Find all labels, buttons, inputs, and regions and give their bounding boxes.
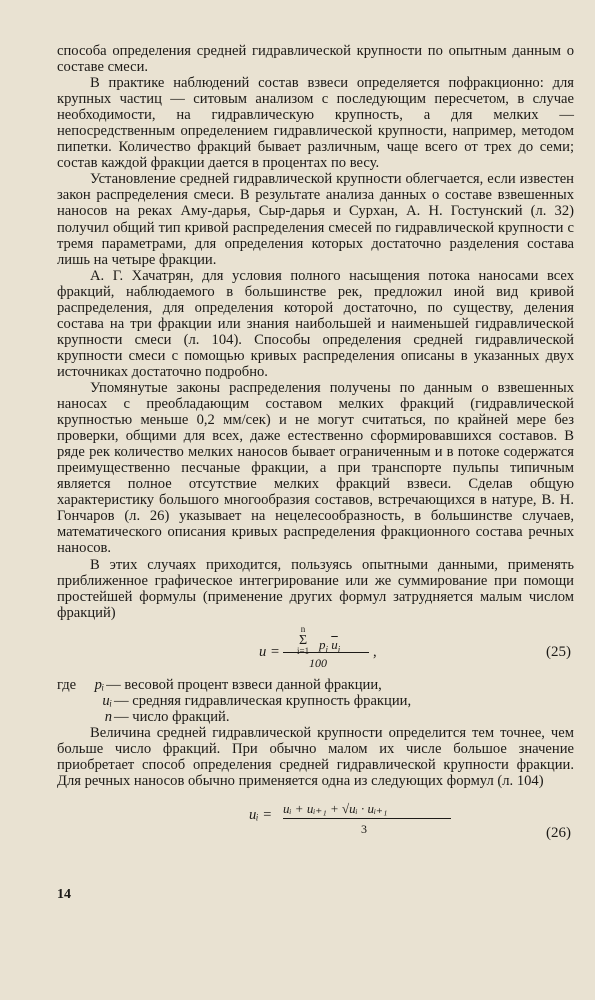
paragraph: способа определения средней гидравлической крупности по опытным данным о составе смеси.	[57, 43, 574, 76]
formula-denominator: 100	[309, 655, 327, 670]
definition-symbol: n	[104, 708, 112, 725]
sum-upper-limit: n	[300, 623, 306, 634]
fraction-bar	[283, 818, 451, 819]
fraction-bar	[283, 652, 369, 653]
paragraph: Упомянутые законы распределения получены по данным о взвешенных наносах с преобладающим составом мелких фракций (гидравлической крупностью меньше 0,2 мм/сек) и не могут считаться, по крайней мере без проверки, общими для всех, даже естественно сформировавшихся составов. В ряде рек количество мелких наносов бывает ограниченным и в потоке содержатся преимущественно песчаные фракции, а при транспорте пульпы типичным является полное отсутствие мелких фракций взвеси. Сделав общую характеристику большого многообразия составов, встречающихся в натуре, В. Н. Гончаров (л. 26) указывает на нецелесообразность, в большинстве случаев, математического описания кривых распределения фракционного состава речных наносов.	[57, 379, 574, 557]
page-number: 14	[57, 887, 71, 902]
definition-item	[57, 677, 574, 693]
formula-lhs: uᵢ =	[249, 807, 273, 824]
paragraph: В этих случаях приходится, пользуясь опытными данными, применять приближенное графическое интегрирование или же суммирование при помощи простейшей формулы (применение других формул затрудняется малым числом фракций)	[57, 556, 574, 621]
paragraph: В практике наблюдений состав взвеси определяется пофракционно: для крупных частиц — ситовым анализом с последующим пересчетом, в случае необходимости, на гидравлическую крупность, а для мелких — непосредственным определением гидравлической крупности, например, методом пипетки. Количество фракций бывает различным, чаще всего от трех до семи; состав каждой фракции дается в процентах по весу.	[57, 75, 574, 172]
definition-text: — весовой процент взвеси данной фракции,	[106, 676, 382, 693]
formula-denominator: 3	[361, 822, 367, 837]
paragraph: Величина средней гидравлической крупности определится тем точнее, чем больше число фракций. При обычно малом их числе большое значение приобретает способ определения средней гидравлической крупности фракции. Для речных наносов обычно применяется одна из следующих формул (л. 104)	[57, 724, 574, 789]
formula-number: (25)	[546, 643, 571, 660]
formula-lhs: u =	[259, 643, 280, 660]
definitions-intro: где	[57, 676, 77, 693]
definition-symbol: uᵢ	[102, 692, 112, 709]
formula-25	[57, 625, 574, 671]
sum-lower-limit: i=1	[297, 645, 310, 656]
definitions-list	[57, 677, 574, 725]
formula-comma: ,	[373, 643, 377, 660]
formula-numerator: $p_i$ $\overline{u}_i$	[319, 636, 341, 655]
definition-symbol: pᵢ	[94, 676, 105, 693]
body-text	[57, 43, 574, 843]
paragraph: Установление средней гидравлической крупности облегчается, если известен закон распределения смеси. В результате анализа данных о составе взвешенных наносов на реках Аму-дарья, Сыр-дарья и Сурхан, А. Н. Гостунский (л. 32) получил общий тип кривой распределения смесей по гидравлической крупности с тремя параметрами, для определения которых достаточно разделения состава лишь на четыре фракции.	[57, 171, 574, 268]
definition-text: — число фракций.	[114, 708, 230, 725]
definition-item	[57, 693, 574, 709]
definition-item	[57, 709, 574, 725]
formula-number: (26)	[546, 825, 571, 842]
definition-text: — средняя гидравлическая крупность фракции,	[114, 692, 412, 709]
sigma-glyph: Σ	[298, 632, 308, 648]
formula-26	[57, 799, 574, 843]
formula-numerator: uᵢ + uᵢ₊₁ + √uᵢ · uᵢ₊₁	[283, 801, 388, 817]
paragraph: А. Г. Хачатрян, для условия полного насыщения потока наносами всех фракций, наблюдаемого в большинстве рек, предложил иной вид кривой распределения, для определения которой достаточно, по существу, деления состава на три фракции или знания наибольшей и наименьшей гидравлической крупности смеси (л. 104). Способы определения средней гидравлической крупности смеси с помощью кривых распределения описаны в указанных двух источниках достаточно подробно.	[57, 267, 574, 380]
